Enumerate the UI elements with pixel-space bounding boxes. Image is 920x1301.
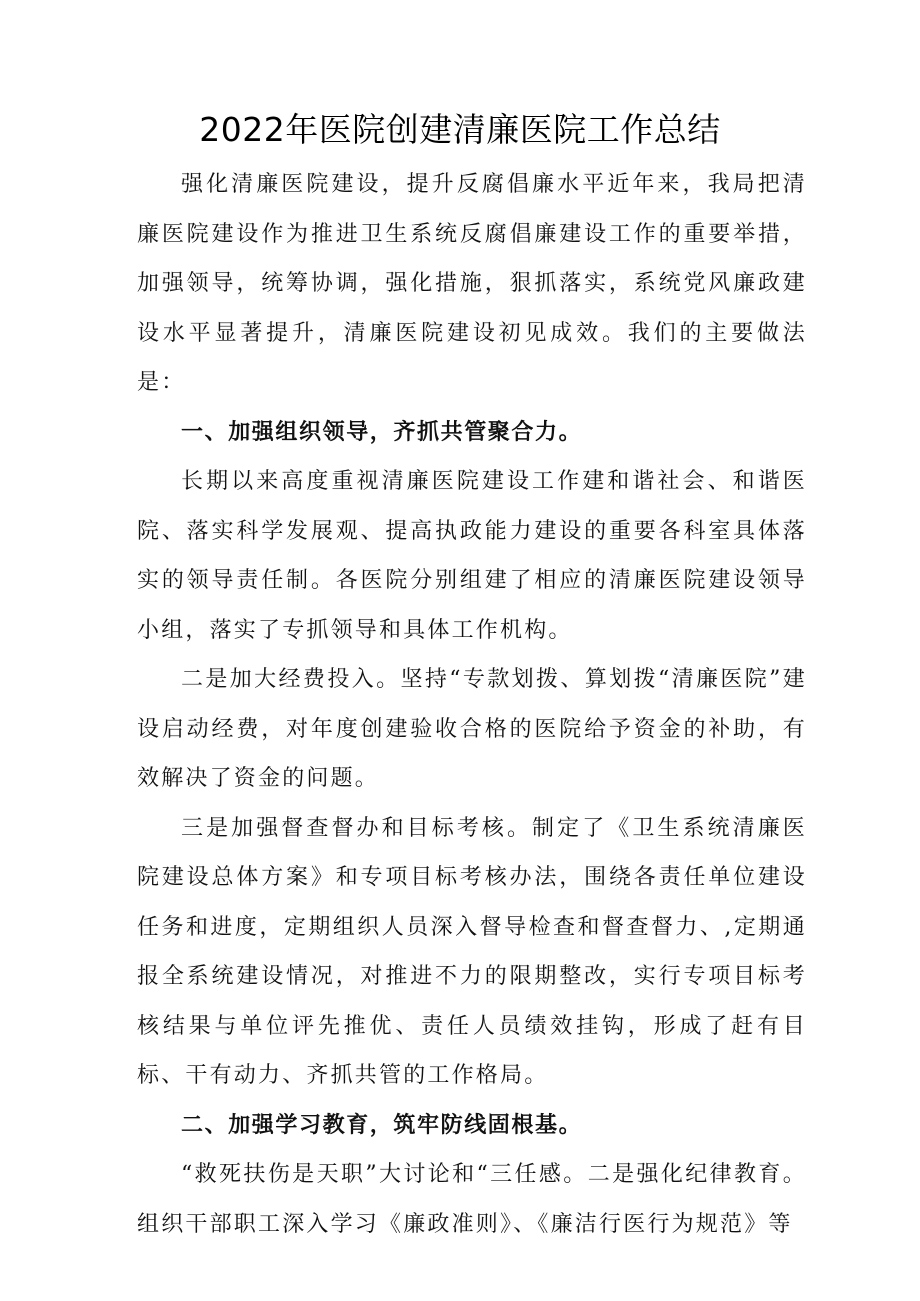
section-heading-1: 一、加强组织领导，齐抓共管聚合力。 [181,419,583,445]
body-paragraph: 二是加大经费投入。坚持“专款划拨、算划拨“清廉医院”建设启动经费，对年度创建验收合格的医院给予资金的补助，有效解决了资金的问题。 [137,667,807,791]
body-paragraph: 三是加强督查督办和目标考核。制定了《卫生系统清廉医院建设总体方案》和专项目标考核办法，围绕各责任单位建设任务和进度，定期组织人员深入督导检查和督查督力、,定期通报全系统建设情况，对推进不力的限期整改，实行专项目标考核结果与单位评先推优、责任人员绩效挂钩，形成了赶有目标、干有动力、齐抓共管的工作格局。 [137,815,807,1088]
body-paragraph: “救死扶伤是天职”大讨论和“三任感。二是强化纪律教育。组织干部职工深入学习《廉政准则》、《廉洁行医行为规范》等 [137,1162,807,1237]
document-title: 2022年医院创建清廉医院工作总结 [199,110,721,149]
document-body [137,160,807,1249]
section-heading-2: 二、加强学习教育，筑牢防线固根基。 [181,1112,583,1138]
body-paragraph: 长期以来高度重视清廉医院建设工作建和谐社会、和谐医院、落实科学发展观、提高执政能力建设的重要各科室具体落实的领导责任制。各医院分别组建了相应的清廉医院建设领导小组，落实了专抓领导和具体工作机构。 [137,469,807,643]
intro-paragraph: 强化清廉医院建设，提升反腐倡廉水平近年来，我局把清廉医院建设作为推进卫生系统反腐倡廉建设工作的重要举措，加强领导，统筹协调，强化措施，狠抓落实，系统党风廉政建设水平显著提升，清廉医院建设初见成效。我们的主要做法是： [137,172,807,395]
